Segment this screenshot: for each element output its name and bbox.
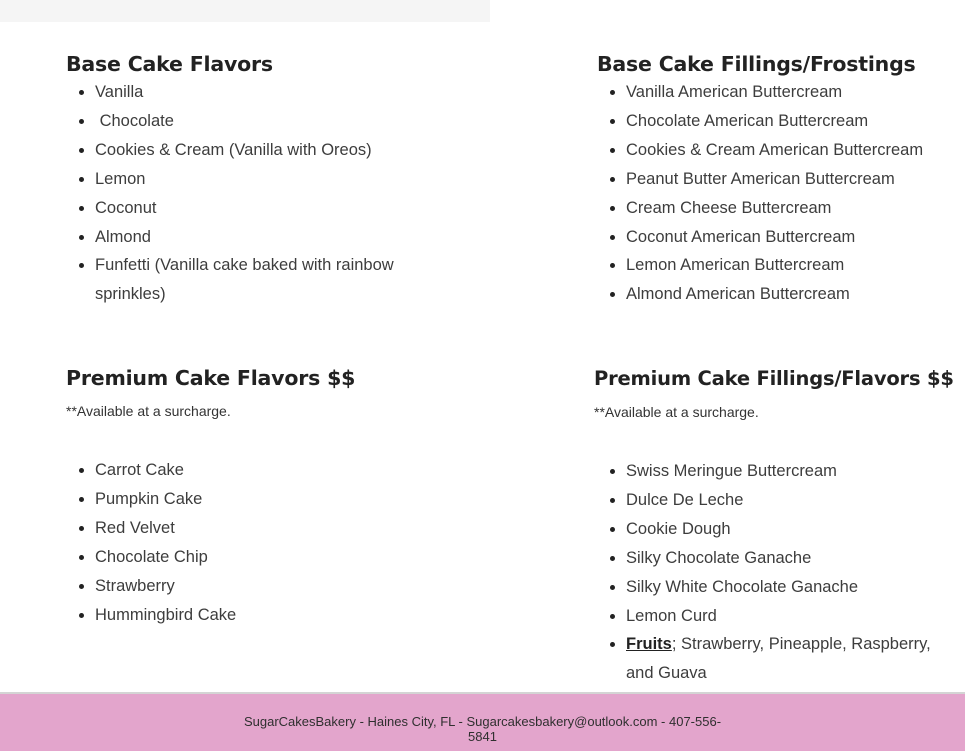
list-item: • Hummingbird Cake [95, 601, 426, 630]
list-item: • Pumpkin Cake [95, 485, 426, 514]
list-item: • Cookies & Cream (Vanilla with Oreos) [95, 136, 426, 165]
base-cake-fillings-title: Base Cake Fillings/Frostings [597, 52, 916, 76]
list-item: • Chocolate Chip [95, 543, 426, 572]
list-item: • Vanilla [95, 78, 426, 107]
fruits-label: Fruits [626, 635, 672, 654]
surcharge-note: **Available at a surcharge. [66, 403, 231, 419]
list-item: • Silky Chocolate Ganache [626, 544, 954, 573]
list-item: • Cream Cheese Buttercream [626, 194, 957, 223]
base-cake-flavors-title: Base Cake Flavors [66, 52, 273, 76]
list-item: • Funfetti (Vanilla cake baked with rainbow sprinkles) [95, 251, 405, 309]
list-item: • Strawberry [95, 572, 426, 601]
list-item: • Lemon American Buttercream [626, 251, 957, 280]
list-item: • Coconut American Buttercream [626, 223, 957, 252]
base-cake-flavors-section [66, 50, 426, 309]
premium-cake-flavors-list [66, 456, 426, 629]
list-item: • Dulce De Leche [626, 486, 954, 515]
list-item: • Lemon Curd [626, 602, 954, 631]
fruits-text: ; Strawberry, Pineapple, Raspberry, and Guava [626, 635, 931, 683]
list-item: • Cookies & Cream American Buttercream [626, 136, 957, 165]
surcharge-note: **Available at a surcharge. [594, 404, 759, 420]
list-item: • Lemon [95, 165, 426, 194]
base-cake-fillings-section [597, 50, 957, 309]
list-item: • Red Velvet [95, 514, 426, 543]
list-item-fruits [626, 630, 936, 688]
list-item: • Cookie Dough [626, 515, 954, 544]
base-cake-fillings-list [597, 78, 957, 309]
top-strip [0, 0, 490, 22]
premium-cake-fillings-title: Premium Cake Fillings/Flavors $$ [594, 367, 954, 390]
footer [0, 692, 965, 751]
list-item: • Vanilla American Buttercream [626, 78, 957, 107]
base-cake-flavors-list [66, 78, 426, 309]
premium-cake-flavors-title: Premium Cake Flavors $$ [66, 366, 356, 390]
list-item: • Peanut Butter American Buttercream [626, 165, 957, 194]
list-item: • Almond American Buttercream [626, 280, 957, 309]
list-item: • Almond [95, 223, 426, 252]
list-item: • Carrot Cake [95, 456, 426, 485]
list-item: • Chocolate [95, 107, 426, 136]
premium-cake-fillings-list [594, 457, 954, 688]
list-item: • Swiss Meringue Buttercream [626, 457, 954, 486]
list-item: • Chocolate American Buttercream [626, 107, 957, 136]
premium-cake-fillings-section [594, 365, 954, 688]
footer-contact-text: SugarCakesBakery - Haines City, FL - Sugarcakesbakery@outlook.com - 407-556-5841 [243, 714, 722, 744]
list-item: • Silky White Chocolate Ganache [626, 573, 954, 602]
premium-cake-flavors-section [66, 364, 426, 629]
list-item: • Coconut [95, 194, 426, 223]
